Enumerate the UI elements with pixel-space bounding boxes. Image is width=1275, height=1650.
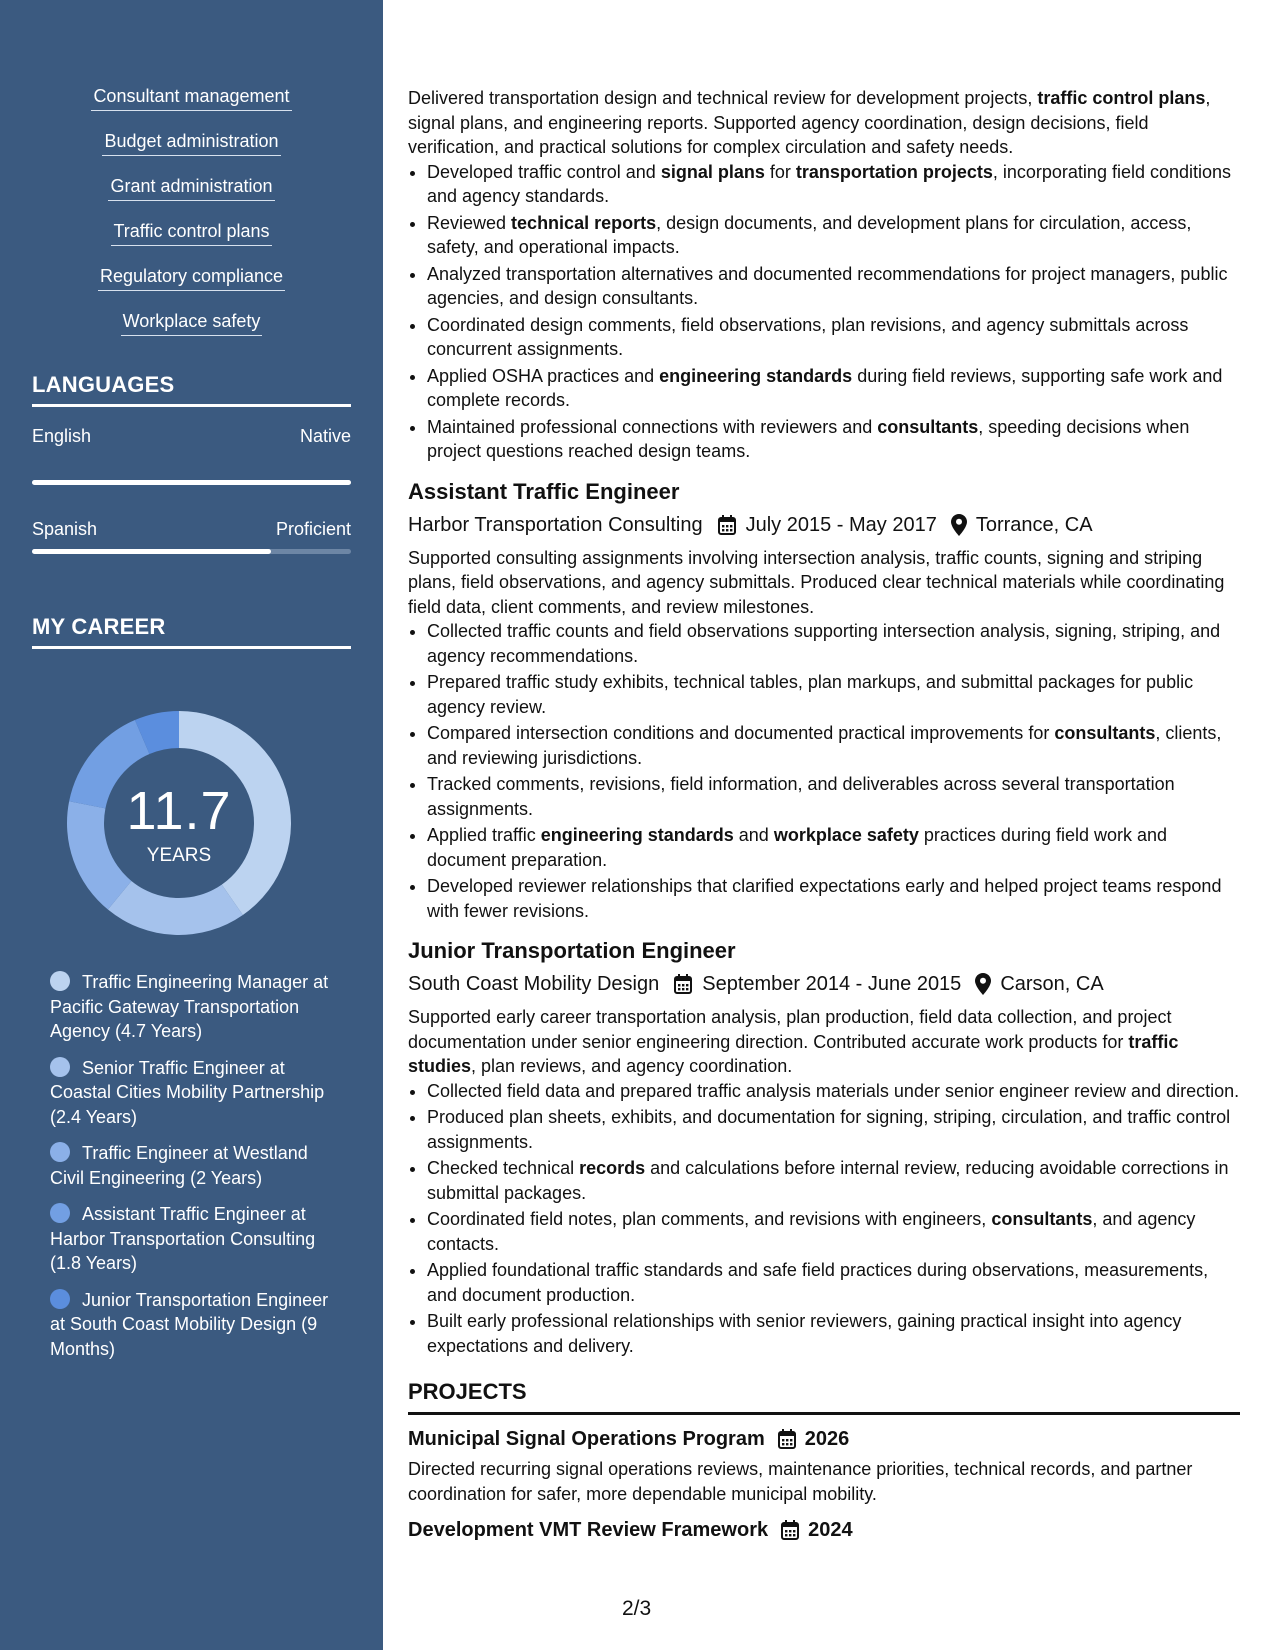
projects-heading: PROJECTS (408, 1378, 1240, 1415)
languages-heading: LANGUAGES (32, 372, 351, 407)
job-entry (408, 937, 1240, 1358)
job-bullets (408, 619, 1240, 923)
career-role-text: Senior Traffic Engineer at Coastal Cities Mobility Partnership (2.4 Years) (50, 1057, 325, 1127)
job-bullets (408, 160, 1240, 464)
bullet-item: • Analyzed transportation alternatives and documented recommendations for project managers, public agencies, and design consultants. (427, 262, 1240, 311)
job-meta (408, 512, 1240, 538)
career-heading: MY CAREER (32, 614, 351, 649)
bullet-item: • Built early professional relationships with senior reviewers, gaining practical insight into agency expectations and delivery. (427, 1309, 1240, 1358)
page-number: 2/3 (622, 1597, 652, 1620)
project-entry (408, 1516, 1240, 1544)
map-pin-icon (951, 514, 967, 536)
main-content (408, 86, 1240, 1544)
bullet-item: • Compared intersection conditions and documented practical improvements for consultants, clients, and reviewing jurisdictions. (427, 721, 1240, 770)
career-role-item (50, 970, 330, 1044)
career-role-item (50, 1202, 330, 1276)
career-role-item (50, 1141, 330, 1190)
language-row-spanish (32, 519, 351, 540)
skill-label: Regulatory compliance (98, 266, 285, 291)
bullet-item: • Developed reviewer relationships that clarified expectations early and helped project teams respond with fewer revisions. (427, 874, 1240, 923)
career-legend (50, 970, 330, 1373)
job-summary: Supported consulting assignments involving intersection analysis, traffic counts, signing and striping plans, field observations, and agency submittals. Produced clear technical materials while coordinating field data, client comments, and review milestones. (408, 547, 1225, 617)
experience-list (408, 478, 1240, 1359)
job-location: Torrance, CA (975, 513, 1093, 536)
language-bar-fill (32, 480, 351, 485)
skill-item (0, 266, 383, 291)
job-meta (408, 971, 1240, 997)
bullet-item: • Reviewed technical reports, design documents, and development plans for circulation, access, safety, and operational impacts. (427, 211, 1240, 260)
job-entry (408, 478, 1240, 924)
project-entry (408, 1425, 1240, 1506)
skill-label: Workplace safety (121, 311, 263, 336)
language-bar-spanish (32, 549, 351, 554)
project-year: 2024 (808, 1519, 853, 1541)
bullet-item: • Coordinated design comments, field observations, plan revisions, and agency submittals across concurrent assignments. (427, 313, 1240, 362)
skill-item (0, 311, 383, 336)
job-company: Harbor Transportation Consulting (408, 513, 703, 536)
bullet-item: • Collected traffic counts and field observations supporting intersection analysis, signing, striping, and agency recommendations. (427, 619, 1240, 668)
project-year: 2026 (804, 1428, 850, 1450)
bullet-item: • Coordinated field notes, plan comments, and revisions with engineers, consultants, and agency contacts. (427, 1207, 1240, 1256)
language-level: Native (299, 426, 351, 446)
job-dates: September 2014 - June 2015 (702, 973, 962, 995)
donut-slice (108, 881, 243, 935)
project-title: Development VMT Review Framework (408, 1519, 769, 1541)
calendar-icon (780, 1519, 800, 1541)
project-title-row (408, 1425, 1240, 1453)
career-role-item (50, 1056, 330, 1130)
bullet-item: • Applied foundational traffic standards and safe field practices during observations, measurements, and document production. (427, 1258, 1240, 1307)
project-title: Municipal Signal Operations Program (408, 1428, 765, 1450)
bullet-item: • Checked technical records and calculations before internal review, reducing avoidable corrections in submittal packages. (427, 1156, 1240, 1205)
bullet-item: • Collected field data and prepared traffic analysis materials under senior engineer review and direction. (427, 1079, 1240, 1104)
job-dates: July 2015 - May 2017 (745, 513, 937, 536)
bullet-item: • Maintained professional connections with reviewers and consultants, speeding decisions when project questions reached design teams. (427, 415, 1240, 464)
skill-item (0, 221, 383, 246)
project-title-row (408, 1516, 1240, 1544)
language-level: Proficient (275, 519, 351, 539)
bullet-item: • Tracked comments, revisions, field information, and deliverables across several transportation assignments. (427, 772, 1240, 821)
bullet-item: • Applied OSHA practices and engineering standards during field reviews, supporting safe work and complete records. (427, 364, 1240, 413)
job-summary: Supported early career transportation analysis, plan production, field data collection, and project documentation under senior engineering direction. Contributed accurate work products for traffic studies, plan reviews, and agency coordination. (408, 1007, 1179, 1076)
career-role-text: Assistant Traffic Engineer at Harbor Transportation Consulting (1.8 Years) (50, 1204, 316, 1273)
legend-dot-icon (50, 971, 70, 991)
legend-dot-icon (50, 1142, 70, 1162)
calendar-icon (673, 973, 693, 995)
job-bullets (408, 1079, 1240, 1359)
calendar-icon (777, 1428, 797, 1450)
job-title: Junior Transportation Engineer (408, 938, 736, 963)
language-bar-english (32, 480, 351, 485)
job-title: Assistant Traffic Engineer (408, 478, 680, 504)
bullet-item: • Produced plan sheets, exhibits, and documentation for signing, striping, circulation, and traffic control assignments. (427, 1105, 1240, 1154)
career-role-item (50, 1288, 330, 1362)
projects-list (408, 1425, 1240, 1544)
bullet-item: • Developed traffic control and signal plans for transportation projects, incorporating field conditions and agency standards. (427, 160, 1240, 209)
sidebar (0, 0, 383, 1650)
job-company: South Coast Mobility Design (408, 973, 660, 995)
language-name: English (32, 426, 92, 446)
skill-item (0, 86, 383, 111)
skill-label: Consultant management (91, 86, 291, 111)
map-pin-icon (975, 973, 991, 995)
legend-dot-icon (50, 1057, 70, 1077)
language-name: Spanish (32, 519, 98, 539)
job-summary: Delivered transportation design and technical review for development projects, traffic control plans, signal plans, and engineering reports. Supported agency coordination, design decisions, field verification, and practical solutions for complex circulation and safety needs. (408, 88, 1211, 157)
career-role-text: Traffic Engineering Manager at Pacific Gateway Transportation Agency (4.7 Years) (50, 972, 329, 1041)
skill-label: Grant administration (108, 176, 274, 201)
skill-label: Traffic control plans (111, 221, 271, 246)
career-total-years: 11.7 (126, 781, 232, 841)
legend-dot-icon (50, 1203, 70, 1223)
skill-item (0, 131, 383, 156)
bullet-item: • Applied traffic engineering standards and workplace safety practices during field work and document preparation. (427, 823, 1240, 872)
skill-label: Budget administration (102, 131, 280, 156)
language-row-english (32, 426, 351, 447)
calendar-icon (717, 514, 737, 536)
project-description: Directed recurring signal operations reviews, maintenance priorities, technical records, and partner coordination for safer, more dependable municipal mobility. (408, 1459, 1193, 1504)
career-total-unit: YEARS (146, 845, 212, 866)
legend-dot-icon (50, 1289, 70, 1309)
career-role-text: Junior Transportation Engineer at South Coast Mobility Design (9 Months) (50, 1289, 329, 1359)
skill-item (0, 176, 383, 201)
job-location: Carson, CA (1000, 973, 1104, 995)
language-bar-fill (32, 549, 271, 554)
bullet-item: • Prepared traffic study exhibits, technical tables, plan markups, and submittal packages for public agency review. (427, 670, 1240, 719)
career-role-text: Traffic Engineer at Westland Civil Engineering (2 Years) (50, 1143, 308, 1188)
